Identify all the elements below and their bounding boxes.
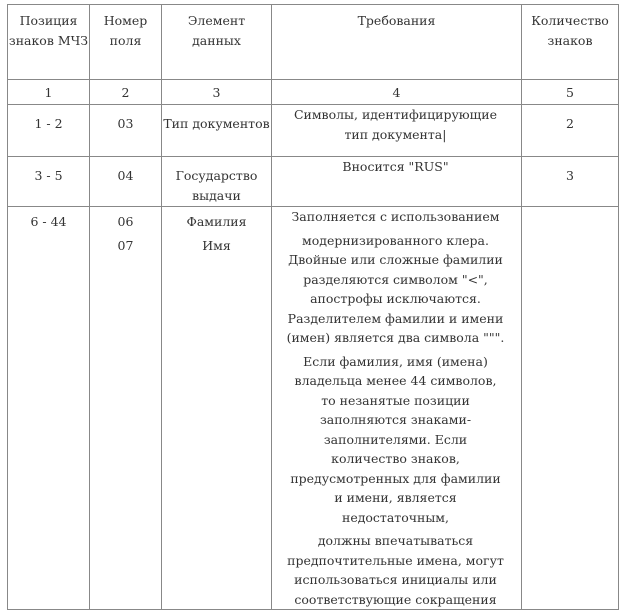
data-element-surname: Фамилия [186, 214, 247, 229]
table-row [8, 157, 619, 207]
data-element-cell: Государство выдачи [162, 157, 272, 207]
header-field-number: Номер поля [90, 5, 162, 80]
requirements-paragraph: Если фамилия, имя (имена) владельца менее 44 символов, то незанятые позиции заполняются знаками-заполнителями. Если количество знаков, предусмотренных для фамилии и имени, является недостаточным, [290, 353, 501, 525]
char-count-cell [522, 207, 619, 610]
mrz-fields-table [7, 4, 619, 610]
data-element-cell [162, 207, 272, 610]
header-row [8, 5, 619, 80]
column-number: 2 [90, 80, 162, 105]
field-number-cell [90, 207, 162, 610]
requirements-cell: Символы, идентифицирующие тип документа| [272, 105, 522, 157]
field-number-surname: 06 [117, 214, 134, 229]
column-number: 5 [522, 80, 619, 105]
requirements-cell: Вносится "RUS" [272, 157, 522, 207]
data-element-cell: Тип документов [162, 105, 272, 157]
field-number-cell: 04 [90, 157, 162, 207]
position-cell: 3 - 5 [8, 157, 90, 207]
column-number: 3 [162, 80, 272, 105]
field-number-cell: 03 [90, 105, 162, 157]
requirements-paragraph: модернизированного клера. Двойные или сложные фамилии разделяются символом "<", апострофы исключаются. Разделителем фамилии и имени (имен) является два символа """. [286, 232, 505, 345]
position-cell: 1 - 2 [8, 105, 90, 157]
char-count-cell: 2 [522, 105, 619, 157]
requirements-paragraph: должны впечатываться предпочтительные имена, могут использоваться инициалы или соответствующие сокращения [287, 533, 504, 607]
char-count-cell: 3 [522, 157, 619, 207]
requirements-paragraph: Заполняется с использованием [291, 209, 500, 224]
table-row [8, 105, 619, 157]
column-number: 4 [272, 80, 522, 105]
column-number: 1 [8, 80, 90, 105]
requirements-cell [272, 207, 522, 610]
table-row [8, 207, 619, 610]
position-cell: 6 - 44 [8, 207, 90, 610]
column-number-row [8, 80, 619, 105]
field-number-name: 07 [117, 238, 134, 253]
header-requirements: Требования [272, 5, 522, 80]
header-data-element: Элемент данных [162, 5, 272, 80]
header-char-count: Количество знаков [522, 5, 619, 80]
header-position: Позиция знаков МЧЗ [8, 5, 90, 80]
data-element-name: Имя [202, 238, 231, 253]
